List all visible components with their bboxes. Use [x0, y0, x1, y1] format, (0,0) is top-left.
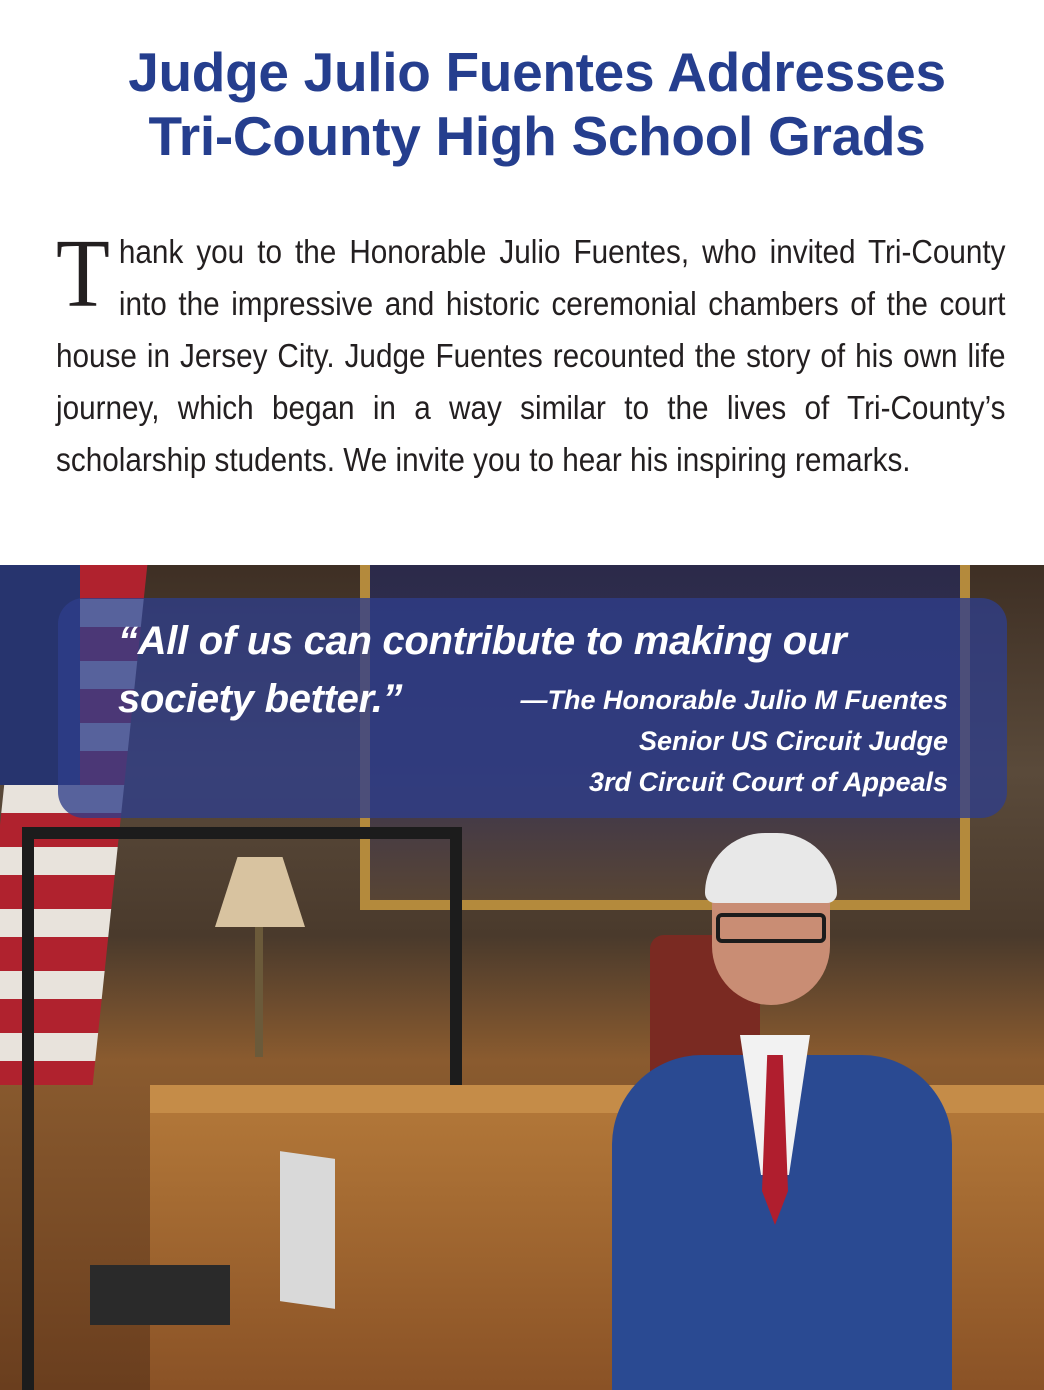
article-body-text: hank you to the Honorable Julio Fuentes, who invited Tri-County into the impressive and historic ceremonial chambers of the court house in Jersey City. Judge Fuentes recounted the story of his own life journey, which began in a way similar to the lives of Tri-County’s scholarship students. We invite you to hear his inspiring remarks.: [56, 233, 1006, 478]
pull-quote-line-2: society better.”: [118, 677, 403, 721]
article-body: [56, 220, 1006, 486]
headline-line-1: Judge Julio Fuentes Addresses: [128, 41, 946, 103]
headline: [30, 40, 1044, 168]
attribution-court: 3rd Circuit Court of Appeals: [588, 767, 948, 797]
pull-quote-line-1: “All of us can contribute to making our: [118, 619, 847, 663]
attribution-name: —The Honorable Julio M Fuentes: [520, 685, 948, 715]
attribution-title: Senior US Circuit Judge: [638, 726, 948, 756]
glasses: [716, 913, 826, 943]
headline-line-2: Tri-County High School Grads: [148, 105, 926, 167]
drop-cap: T: [56, 220, 110, 328]
quote-attribution: [520, 680, 948, 803]
